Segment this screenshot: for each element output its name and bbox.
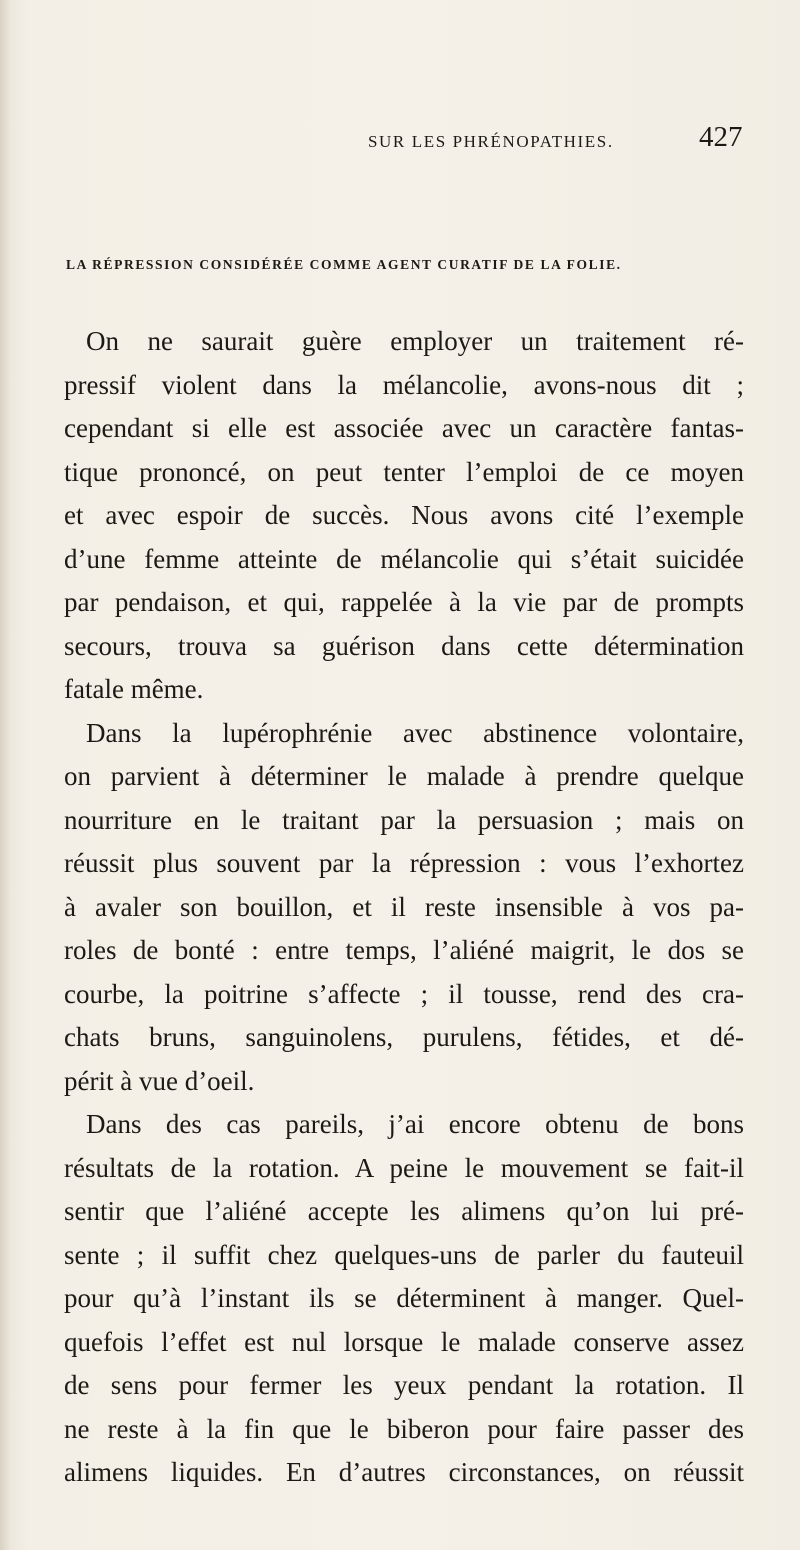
- text-line: et avec espoir de succès. Nous avons cité l’exemple: [64, 500, 744, 530]
- text-line: roles de bonté : entre temps, l’aliéné maigrit, le dos se: [64, 935, 744, 965]
- text-line: nourriture en le traitant par la persuasion ; mais on: [64, 804, 744, 835]
- text-line: de sens pour fermer les yeux pendant la rotation. Il: [64, 1370, 744, 1400]
- text-line: à avaler son bouillon, et il reste insensible à vos pa-: [64, 891, 744, 922]
- text-line: cependant si elle est associée avec un caractère fantas-: [64, 413, 744, 443]
- text-line: fatale même.: [64, 674, 204, 704]
- text-line: Dans la lupérophrénie avec abstinence volontaire,: [86, 717, 744, 748]
- text-line: sentir que l’aliéné accepte les alimens qu’on lui pré-: [64, 1196, 744, 1226]
- text-line: tique prononcé, on peut tenter l’emploi de ce moyen: [64, 456, 744, 487]
- page-number: 427: [699, 121, 743, 153]
- text-line: d’une femme atteinte de mélancolie qui s’était suicidée: [64, 543, 744, 574]
- running-head: SUR LES PHRÉNOPATHIES.: [368, 132, 614, 151]
- body-text: [64, 320, 744, 1495]
- text-line: pour qu’à l’instant ils se déterminent à manger. Quel-: [64, 1283, 744, 1313]
- text-line: pressif violent dans la mélancolie, avons-nous dit ;: [64, 369, 744, 400]
- text-line: résultats de la rotation. A peine le mouvement se fait-il: [64, 1152, 744, 1183]
- text-line: secours, trouva sa guérison dans cette détermination: [64, 630, 744, 661]
- text-line: Dans des cas pareils, j’ai encore obtenu de bons: [86, 1109, 744, 1139]
- text-line: alimens liquides. En d’autres circonstances, on réussit: [64, 1457, 744, 1487]
- text-line: On ne saurait guère employer un traitement ré-: [86, 326, 744, 356]
- page-gutter: [0, 0, 10, 1550]
- text-line: chats bruns, sanguinolens, purulens, fétides, et dé-: [64, 1022, 744, 1052]
- section-title: LA RÉPRESSION CONSIDÉRÉE COMME AGENT CURATIF DE LA FOLIE.: [66, 257, 622, 272]
- text-line: par pendaison, et qui, rappelée à la vie par de prompts: [64, 587, 744, 617]
- text-line: réussit plus souvent par la répression : vous l’exhortez: [64, 848, 744, 878]
- text-line: courbe, la poitrine s’affecte ; il tousse, rend des cra-: [64, 978, 744, 1009]
- text-line: ne reste à la fin que le biberon pour faire passer des: [64, 1413, 744, 1444]
- text-line: sente ; il suffit chez quelques-uns de parler du fauteuil: [64, 1239, 744, 1270]
- text-line: quefois l’effet est nul lorsque le malade conserve assez: [64, 1326, 744, 1357]
- text-line: on parvient à déterminer le malade à prendre quelque: [64, 761, 744, 791]
- text-line: périt à vue d’oeil.: [64, 1065, 255, 1096]
